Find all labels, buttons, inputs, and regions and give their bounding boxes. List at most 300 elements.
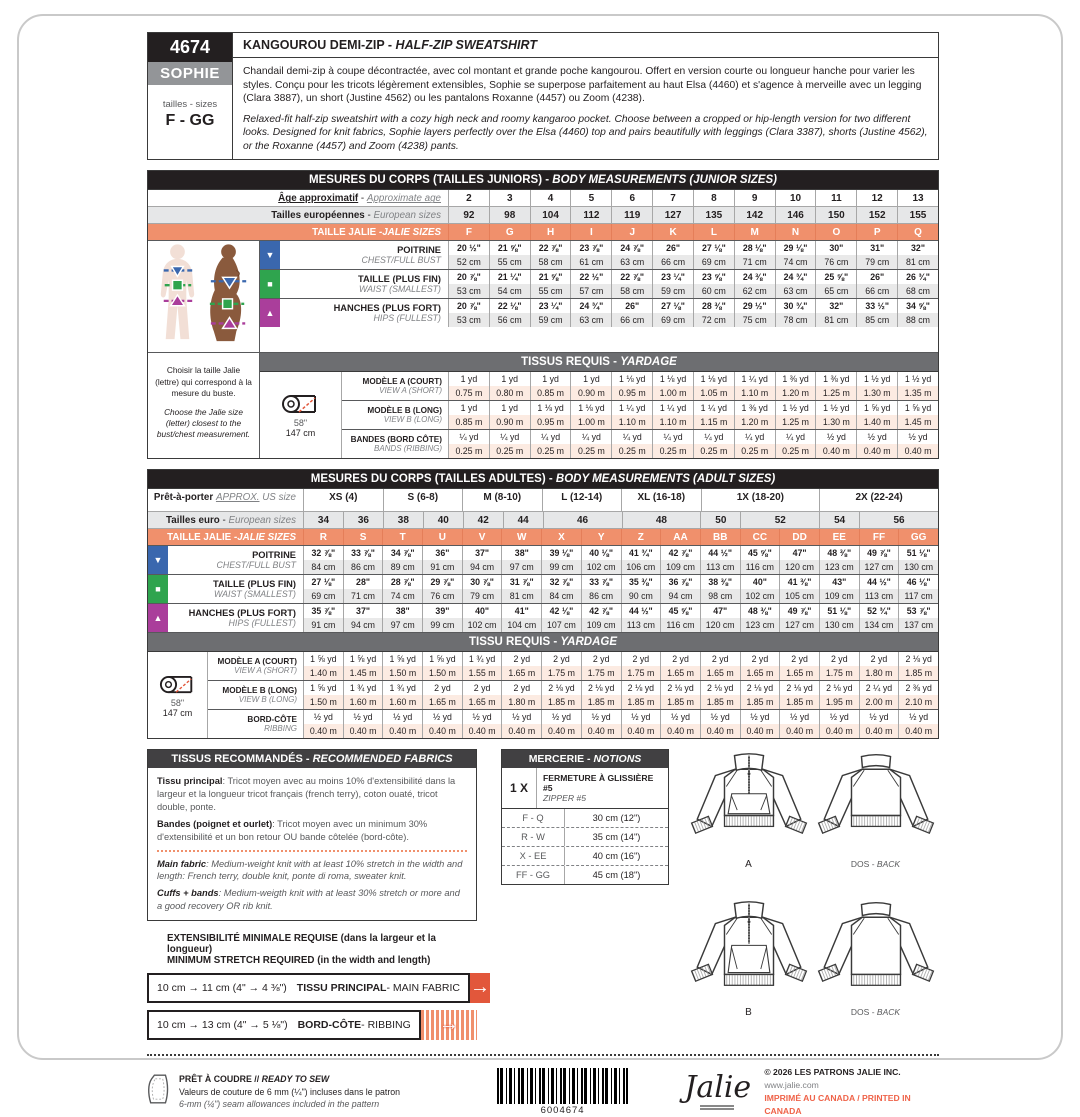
adult-measurement-rows: [148, 545, 938, 632]
size-cell: [621, 575, 661, 603]
value-bottom: 59 cm: [531, 313, 571, 327]
header: [147, 32, 939, 160]
value-top: 32 ⅞": [542, 575, 581, 589]
adult-view-b-label-en: VIEW B (LONG): [238, 695, 297, 705]
value-bottom: 0.85 m: [531, 386, 571, 400]
jalie-size-letter: G: [489, 224, 530, 240]
value-top: 1 ⅛ yd: [653, 372, 693, 386]
value-bottom: 130 cm: [820, 618, 859, 632]
value-bottom: 1.25 m: [776, 415, 816, 429]
view-b-label-fr: MODÈLE B (LONG): [367, 406, 442, 416]
age-value: 11: [815, 190, 856, 206]
junior-jalie-row: [148, 224, 938, 240]
us-size-group: L (12-14): [542, 489, 622, 511]
value-top: 1 yd: [571, 372, 611, 386]
value-top: 40": [463, 604, 502, 618]
adult-euro-label-en: European sizes: [228, 515, 296, 527]
barcode-number: 6004674: [540, 1104, 585, 1116]
size-cell: [740, 710, 780, 738]
value-bottom: 1.65 m: [701, 666, 740, 680]
size-cell: [621, 710, 661, 738]
size-cell: [501, 710, 541, 738]
value-top: 35 ⅞": [304, 604, 343, 618]
value-bottom: 0.25 m: [735, 444, 775, 458]
value-top: 23 ¼": [531, 299, 571, 313]
size-cell: [693, 430, 734, 458]
value-bottom: 69 cm: [694, 255, 734, 269]
ready-line: [179, 1073, 400, 1085]
waist-label-en: WAIST (SMALLEST): [359, 284, 441, 295]
main-fabric-en: [157, 858, 467, 884]
value-top: 34 ⅞": [383, 546, 422, 560]
jalie-letters: [448, 224, 938, 240]
size-cell: [700, 546, 740, 574]
value-bottom: 0.40 m: [463, 724, 502, 738]
ribbing-stretch-bar: [147, 1010, 477, 1040]
view-b-front: [685, 897, 812, 1040]
size-cell: [489, 299, 530, 327]
value-bottom: 0.40 m: [780, 724, 819, 738]
size-cell: [382, 681, 422, 709]
footer: [147, 1066, 939, 1117]
size-cell: [652, 401, 693, 429]
size-cell: [815, 372, 856, 400]
zipper-length: 30 cm (12"): [592, 813, 641, 824]
zipper-length: 35 cm (14"): [592, 832, 641, 843]
size-cell: [489, 372, 530, 400]
value-top: 1 yd: [490, 401, 530, 415]
size-cell: [343, 575, 383, 603]
bands-label: [342, 430, 448, 458]
value-bottom: 65 cm: [816, 284, 856, 298]
value-bottom: 0.40 m: [898, 444, 938, 458]
value-bottom: 99 cm: [542, 560, 581, 574]
main-fabric-stretch-range: 10 cm → 11 cm (4" → 4 ⅜"): [157, 981, 287, 994]
size-cell: [343, 652, 383, 680]
adult-hips-label-en: HIPS (FULLEST): [228, 618, 296, 629]
value-top: 1 ⅝ yd: [304, 652, 343, 666]
size-cell: [693, 372, 734, 400]
size-range: F - GG: [165, 112, 215, 129]
size-cell: [897, 401, 938, 429]
zipper-fr: FERMETURE À GLISSIÈRE #5: [543, 773, 654, 794]
euro-size-group: 34: [303, 512, 343, 528]
size-cell: [898, 681, 938, 709]
value-bottom: 1.30 m: [816, 415, 856, 429]
jalie-size-letter: Y: [581, 529, 621, 545]
zipper-length: 40 cm (16"): [592, 851, 641, 862]
size-cell: [815, 241, 856, 269]
size-cell: [448, 299, 489, 327]
value-bottom: 0.40 m: [741, 724, 780, 738]
jalie-size-letter: V: [462, 529, 502, 545]
value-top: 2 ⅛ yd: [780, 681, 819, 695]
jalie-size-letter: H: [530, 224, 571, 240]
value-top: 1 ½ yd: [816, 401, 856, 415]
size-cell: [303, 681, 343, 709]
size-cell: [819, 604, 859, 632]
size-cell: [819, 546, 859, 574]
value-bottom: 84 cm: [542, 589, 581, 603]
size-cell: [897, 299, 938, 327]
value-top: ½ yd: [502, 710, 541, 724]
size-cell: [422, 710, 462, 738]
adult-chest-label-fr: POITRINE: [252, 550, 296, 561]
value-top: 30 ⅞": [463, 575, 502, 589]
jalie-size-letter: P: [856, 224, 897, 240]
jalie-size-letter: GG: [898, 529, 938, 545]
bands-label-en: BANDS (RIBBING): [373, 444, 442, 454]
size-cell: [530, 430, 571, 458]
value-top: ¼ yd: [735, 430, 775, 444]
value-top: 41 ¾": [622, 546, 661, 560]
value-bottom: 1.55 m: [463, 666, 502, 680]
adult-section-title: [148, 470, 938, 489]
us-size-group: 2X (22-24): [819, 489, 938, 511]
cuffs-bands-en: [157, 887, 467, 913]
bands-values: [448, 430, 938, 458]
size-cell: [775, 241, 816, 269]
jalie-row-label: [148, 224, 448, 240]
value-bottom: 0.40 m: [857, 444, 897, 458]
fabric-width-inches: 58": [170, 697, 185, 708]
website: www.jalie.com: [764, 1079, 819, 1090]
value-top: 2 ⅛ yd: [741, 681, 780, 695]
size-cell: [489, 241, 530, 269]
value-bottom: 123 cm: [820, 560, 859, 574]
size-cell: [581, 575, 621, 603]
value-bottom: 1.25 m: [816, 386, 856, 400]
adult-waist-label-fr: TAILLE (PLUS FIN): [213, 579, 296, 590]
value-bottom: 1.00 m: [653, 386, 693, 400]
value-top: 36 ⅞": [661, 575, 700, 589]
adult-view-a-label-en: VIEW A (SHORT): [234, 666, 297, 676]
value-top: 40": [741, 575, 780, 589]
jalie-size-letter: O: [815, 224, 856, 240]
ribbing-stretch-box: [147, 1010, 421, 1040]
value-bottom: 0.25 m: [653, 444, 693, 458]
value-top: 1 ¾ yd: [383, 681, 422, 695]
main-fabric-fr: [157, 775, 467, 813]
value-bottom: 117 cm: [899, 589, 938, 603]
size-cell: [530, 270, 571, 298]
euro-size-group: 36: [343, 512, 383, 528]
jalie-size-letter: Q: [897, 224, 938, 240]
size-cell: [740, 604, 780, 632]
value-top: 28 ⅜": [694, 299, 734, 313]
value-bottom: 1.60 m: [383, 695, 422, 709]
size-cell: [693, 401, 734, 429]
euro-size-group: 54: [819, 512, 859, 528]
value-top: 33 ⅞": [582, 575, 621, 589]
euro-size-group: 44: [503, 512, 543, 528]
value-top: 1 ⅜ yd: [735, 401, 775, 415]
value-top: 31": [857, 241, 897, 255]
size-cell: [621, 652, 661, 680]
value-top: 51 ⅛": [820, 604, 859, 618]
value-bottom: 0.40 m: [304, 724, 343, 738]
size-cell: [501, 575, 541, 603]
us-size-group: 1X (18-20): [701, 489, 820, 511]
size-cell: [530, 401, 571, 429]
value-bottom: 56 cm: [490, 313, 530, 327]
value-top: 2 yd: [463, 681, 502, 695]
euro-size-value: 155: [897, 207, 938, 223]
adult-view-a-label: [208, 652, 303, 680]
age-value: 4: [530, 190, 571, 206]
value-top: 2 yd: [701, 652, 740, 666]
value-bottom: 74 cm: [776, 255, 816, 269]
jalie-size-letter: BB: [700, 529, 740, 545]
footer-divider: [147, 1054, 939, 1056]
fabric-width-cm: 147 cm: [285, 428, 316, 439]
value-bottom: 0.40 m: [423, 724, 462, 738]
adult-euro-label-fr: Tailles euro: [166, 515, 220, 527]
adult-hips-label: [168, 604, 303, 632]
notions-title-en: - NOTIONS: [584, 753, 641, 765]
value-bottom: 59 cm: [653, 284, 693, 298]
value-top: ½ yd: [582, 710, 621, 724]
size-cell: [422, 575, 462, 603]
hips-values: [448, 299, 938, 327]
seam-allowance-en: 6-mm (¼") seam allowances included in the pattern: [179, 1098, 380, 1109]
pattern-envelope-back: [17, 14, 1063, 1116]
value-top: ¼ yd: [490, 430, 530, 444]
barcode: [497, 1068, 628, 1104]
jalie-size-letter: L: [693, 224, 734, 240]
value-bottom: 116 cm: [661, 618, 700, 632]
value-top: 29 ½": [735, 299, 775, 313]
value-bottom: 0.40 m: [820, 724, 859, 738]
us-size-group: XL (16-18): [621, 489, 701, 511]
value-bottom: 1.30 m: [857, 386, 897, 400]
euro-size-value: 135: [693, 207, 734, 223]
value-top: 33 ½": [857, 299, 897, 313]
zipper-description: [537, 768, 668, 808]
value-top: 31 ⅞": [502, 575, 541, 589]
value-top: 2 yd: [780, 652, 819, 666]
value-top: 21 ⅝": [490, 241, 530, 255]
adult-euro-values: [303, 512, 938, 528]
value-bottom: 69 cm: [653, 313, 693, 327]
size-cell: [819, 681, 859, 709]
value-top: ½ yd: [383, 710, 422, 724]
garment-illustrations: [685, 749, 939, 1039]
value-top: 41": [502, 604, 541, 618]
view-b-label: [342, 401, 448, 429]
value-top: 23 ⅝": [694, 270, 734, 284]
size-cell: [693, 270, 734, 298]
value-top: 23 ⅞": [571, 241, 611, 255]
age-value: 2: [448, 190, 489, 206]
value-bottom: 116 cm: [741, 560, 780, 574]
value-top: 26": [653, 241, 693, 255]
size-cell: [652, 241, 693, 269]
size-cell: [700, 604, 740, 632]
sweatshirt-drawing: [817, 897, 935, 1001]
chest-label-en: CHEST/FULL BUST: [361, 255, 441, 266]
value-top: 43": [820, 575, 859, 589]
jalie-size-letter: T: [382, 529, 422, 545]
age-value: 6: [611, 190, 652, 206]
size-cell: [856, 299, 897, 327]
view-a-caption: A: [745, 859, 752, 871]
value-bottom: 66 cm: [857, 284, 897, 298]
value-top: 2 yd: [423, 681, 462, 695]
value-top: 41 ⅜": [780, 575, 819, 589]
size-cell: [740, 681, 780, 709]
value-top: ½ yd: [344, 710, 383, 724]
value-bottom: 90 cm: [622, 589, 661, 603]
size-cell: [448, 270, 489, 298]
main-fabric-fr-text: : Tricot moyen avec au moins 10% d'extensibilité dans la largeur et la longueur tricot français (french terry), coton ouaté, tricot double, ponte.: [157, 776, 456, 813]
seam-allowance-fr: Valeurs de couture de 6 mm (¼") incluses dans le patron: [179, 1086, 401, 1097]
value-top: 1 yd: [490, 372, 530, 386]
junior-measurement-rows: [260, 241, 938, 352]
value-top: 32": [816, 299, 856, 313]
value-bottom: 81 cm: [502, 589, 541, 603]
jalie-size-letter: AA: [660, 529, 700, 545]
adult-euro-row-label: Tailles euro - European sizes: [166, 515, 296, 527]
junior-age-row: [148, 190, 938, 207]
value-bottom: 1.75 m: [622, 666, 661, 680]
jalie-label-en: -JALIE SIZES: [378, 227, 441, 239]
ready-sep: //: [251, 1074, 262, 1085]
size-cell: [611, 241, 652, 269]
value-bottom: 99 cm: [423, 618, 462, 632]
value-top: ¼ yd: [449, 430, 489, 444]
jalie-size-letter: K: [652, 224, 693, 240]
value-bottom: 62 cm: [735, 284, 775, 298]
size-cell: [779, 652, 819, 680]
notions-column: [501, 749, 669, 1039]
size-cell: [775, 299, 816, 327]
jalie-size-letter: CC: [740, 529, 780, 545]
jalie-size-letter: W: [501, 529, 541, 545]
jalie-logo-subtext: [700, 1105, 734, 1110]
zipper-length-row: [502, 846, 668, 865]
value-bottom: 1.85 m: [661, 695, 700, 709]
value-top: 2 ⅛ yd: [582, 681, 621, 695]
value-bottom: 0.25 m: [612, 444, 652, 458]
value-top: 38 ⅜": [701, 575, 740, 589]
value-bottom: 57 cm: [571, 284, 611, 298]
fabrics-column: [147, 749, 490, 1039]
value-bottom: 1.40 m: [857, 415, 897, 429]
value-top: 36": [423, 546, 462, 560]
value-bottom: 113 cm: [622, 618, 661, 632]
value-bottom: 85 cm: [857, 313, 897, 327]
jalie-size-letter: DD: [779, 529, 819, 545]
value-top: 20 ½": [449, 241, 489, 255]
stretch-section: [147, 932, 490, 1040]
value-bottom: 107 cm: [542, 618, 581, 632]
size-cell: [541, 575, 581, 603]
adult-jalie-letters: [303, 529, 938, 545]
jalie-size-letter: S: [343, 529, 383, 545]
value-top: ¼ yd: [653, 430, 693, 444]
value-top: 28 ⅛": [735, 241, 775, 255]
arrow-icon: →: [469, 976, 490, 999]
size-cell: [448, 430, 489, 458]
adult-hips-row: [148, 603, 938, 632]
value-bottom: 1.05 m: [694, 386, 734, 400]
size-cell: [462, 604, 502, 632]
size-cell: [382, 604, 422, 632]
fabrics-title: [148, 750, 476, 768]
value-top: 1 ⅛ yd: [571, 401, 611, 415]
adult-yardage-title: [148, 632, 938, 652]
back-caption-en: BACK: [876, 1006, 901, 1017]
bands-fabric-fr-lead: Bandes (poignet et ourlet): [157, 818, 273, 829]
value-top: 1 yd: [449, 372, 489, 386]
adult-view-b-row: [208, 680, 938, 709]
bands-fabric-fr-text: : Tricot moyen avec un minimum 30% d'extensibilité et un bon retour OU bande côtelée (bord-côte).: [157, 818, 428, 842]
value-bottom: 1.65 m: [502, 666, 541, 680]
euro-values: [448, 207, 938, 223]
value-top: ½ yd: [860, 710, 899, 724]
value-bottom: 137 cm: [899, 618, 938, 632]
size-cell: [660, 604, 700, 632]
size-cell: [859, 575, 899, 603]
value-bottom: 63 cm: [571, 313, 611, 327]
size-cell: [856, 270, 897, 298]
value-top: 1 ⅜ yd: [776, 372, 816, 386]
value-top: 2 ⅜ yd: [899, 681, 938, 695]
size-cell: [462, 710, 502, 738]
value-bottom: 69 cm: [304, 589, 343, 603]
size-cell: [660, 710, 700, 738]
euro-size-group: 52: [740, 512, 819, 528]
value-top: 2 yd: [741, 652, 780, 666]
value-bottom: 61 cm: [571, 255, 611, 269]
value-top: 1 ⅝ yd: [898, 401, 938, 415]
adult-waist-row: [148, 574, 938, 603]
value-bottom: 106 cm: [622, 560, 661, 574]
value-top: 21 ⅝": [531, 270, 571, 284]
value-bottom: 0.90 m: [571, 386, 611, 400]
size-cell: [448, 241, 489, 269]
sweatshirt-drawing: [690, 897, 808, 1001]
value-top: 27 ⅛": [653, 299, 693, 313]
size-cell: [897, 372, 938, 400]
junior-chest-row: [260, 241, 938, 269]
value-bottom: 94 cm: [344, 618, 383, 632]
value-top: 53 ⅞": [899, 604, 938, 618]
size-cell: [856, 430, 897, 458]
value-top: 2 yd: [661, 652, 700, 666]
size-cell: [621, 546, 661, 574]
value-bottom: 0.25 m: [776, 444, 816, 458]
value-top: 2 yd: [622, 652, 661, 666]
fabric-width-cm: 147 cm: [162, 707, 193, 718]
notions-box: [501, 749, 669, 885]
size-cell: [660, 652, 700, 680]
size-cell: [898, 575, 938, 603]
fabrics-text: [148, 768, 476, 919]
fabrics-title-fr: TISSUS RECOMMANDÉS: [171, 753, 303, 766]
size-cell: [448, 401, 489, 429]
size-range: R - W: [502, 828, 565, 846]
size-cell: [693, 299, 734, 327]
size-cell: [530, 241, 571, 269]
value-top: 22 ⅛": [490, 299, 530, 313]
size-cell: [859, 546, 899, 574]
main-fabric-stretch-bar: [147, 973, 490, 1003]
value-bottom: 109 cm: [820, 589, 859, 603]
junior-yardage-right: [260, 353, 938, 458]
jalie-size-letter: F: [448, 224, 489, 240]
